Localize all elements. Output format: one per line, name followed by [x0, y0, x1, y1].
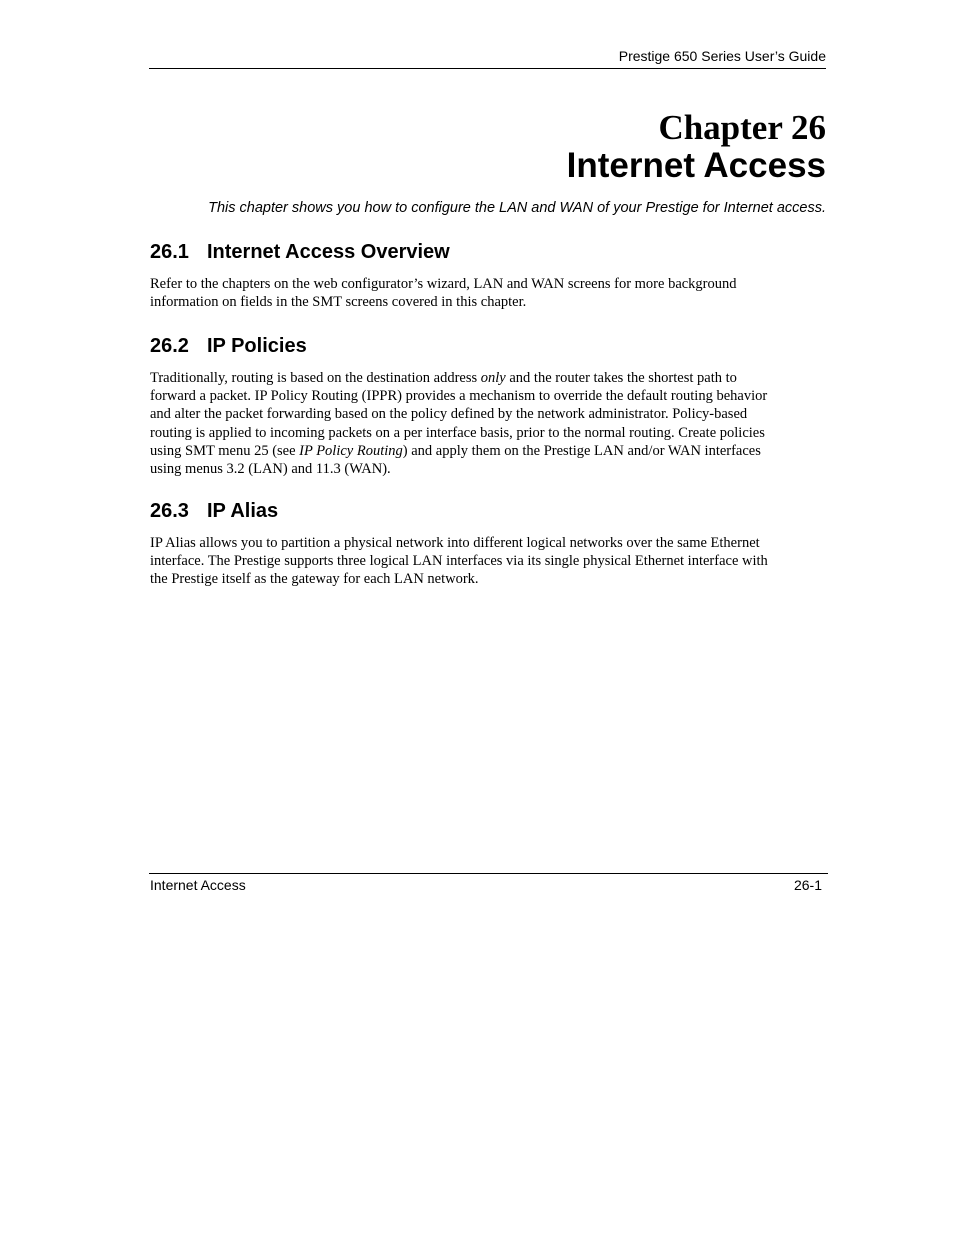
- paragraph-line: the Prestige itself as the gateway for each LAN network.: [150, 571, 479, 588]
- text-run: ) and apply them on the Prestige LAN and/or WAN interfaces: [402, 442, 761, 459]
- section-heading-ip-policies: [150, 334, 826, 358]
- section-title: Internet Access Overview: [207, 241, 450, 263]
- section-heading-ip-alias: [150, 499, 826, 523]
- paragraph-line: [150, 442, 826, 460]
- chapter-intro: This chapter shows you how to configure the LAN and WAN of your Prestige for Internet access.: [208, 200, 826, 216]
- running-header: [149, 47, 826, 69]
- paragraph-line: using menus 3.2 (LAN) and 11.3 (WAN).: [150, 461, 391, 478]
- paragraph-line: information on fields in the SMT screens covered in this chapter.: [150, 294, 527, 311]
- section-heading-internet-access-overview: [150, 240, 826, 264]
- section-number: 26.1: [150, 241, 189, 263]
- section-number: 26.2: [150, 335, 189, 357]
- section-number: 26.3: [150, 500, 189, 522]
- paragraph-internet-access-overview: [150, 275, 826, 311]
- section-title: IP Policies: [207, 335, 307, 357]
- paragraph-ip-policies: [150, 369, 826, 478]
- paragraph-line: interface. The Prestige supports three logical LAN interfaces via its single physical Ethernet interface with: [150, 553, 768, 570]
- running-footer: [149, 873, 828, 895]
- paragraph-line: IP Alias allows you to partition a physical network into different logical networks over the same Ethernet: [150, 535, 760, 551]
- text-run: using SMT menu 25 (see: [150, 442, 300, 459]
- paragraph-line: and alter the packet forwarding based on the policy defined by the network administrator. Policy-based: [150, 406, 748, 423]
- paragraph-line: Refer to the chapters on the web configurator’s wizard, LAN and WAN screens for more background: [150, 276, 737, 292]
- chapter-number: Chapter 26: [658, 108, 826, 147]
- text-run: and the router takes the shortest path to: [505, 370, 737, 386]
- footer-page-number: 26-1: [793, 877, 822, 893]
- chapter-title: Internet Access: [566, 146, 826, 185]
- paragraph-line: [150, 369, 826, 387]
- emphasis-ip-policy-routing: IP Policy Routing: [299, 442, 403, 459]
- paragraph-line: forward a packet. IP Policy Routing (IPPR) provides a mechanism to override the default routing behavior: [150, 388, 768, 405]
- footer-chapter-name: Internet Access: [150, 877, 246, 893]
- text-run: Traditionally, routing is based on the destination address: [150, 370, 481, 386]
- section-title: IP Alias: [207, 500, 279, 522]
- guide-title: Prestige 650 Series User’s Guide: [618, 48, 826, 64]
- paragraph-line: routing is applied to incoming packets on a per interface basis, prior to the normal routing. Create policies: [150, 424, 765, 441]
- emphasis-only: only: [480, 370, 506, 386]
- paragraph-ip-alias: [150, 534, 826, 589]
